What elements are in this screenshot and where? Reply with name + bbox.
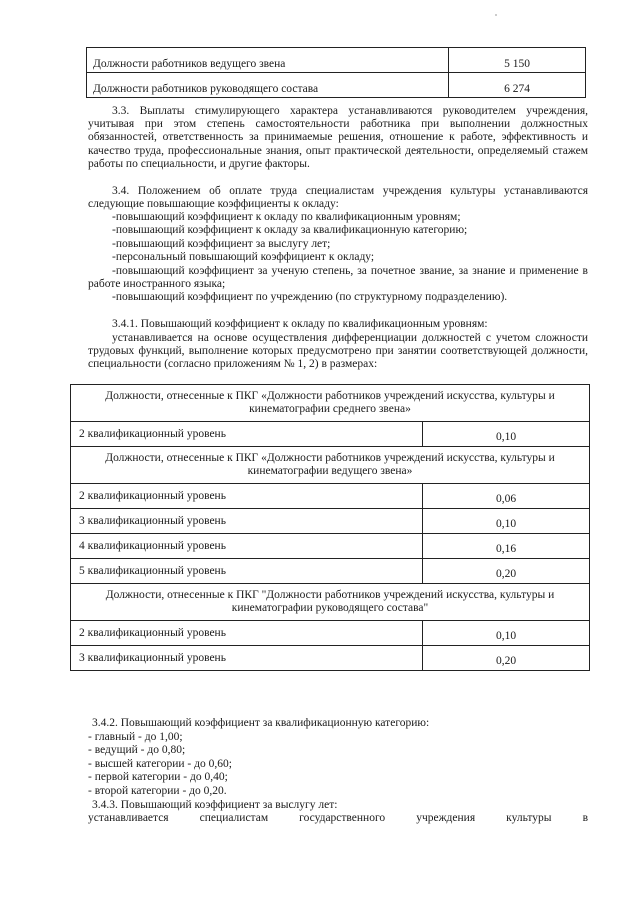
list-item: -персональный повышающий коэффициент к окладу; bbox=[112, 251, 375, 264]
table-group-header-row bbox=[71, 584, 590, 621]
table-row bbox=[71, 422, 590, 447]
table-cell-label: 2 квалификационный уровень bbox=[71, 422, 423, 447]
table-cell-value: 5 150 bbox=[449, 48, 586, 73]
table-cell-value: 6 274 bbox=[449, 73, 586, 98]
coefficient-table bbox=[70, 384, 590, 671]
table-group-header: Должности, отнесенные к ПКГ «Должности работников учреждений искусства, культуры и кинематографии среднего звена» bbox=[71, 385, 590, 422]
table-row bbox=[71, 621, 590, 646]
list-item: - первой категории - до 0,40; bbox=[88, 771, 228, 784]
list-item: -повышающий коэффициент за выслугу лет; bbox=[112, 237, 331, 250]
paragraph-3-4-1-text: устанавливается на основе осуществления дифференциации должностей с учетом сложности трудовых функций, выполнение которых предусмотрено при занятии соответствующей должности, специальности (согласно приложениям № 1, 2) в размерах: bbox=[88, 332, 588, 371]
table-cell-label: 3 квалификационный уровень bbox=[71, 509, 423, 534]
table-cell-value: 0,10 bbox=[423, 509, 590, 534]
table-cell-label: 2 квалификационный уровень bbox=[71, 484, 423, 509]
table-cell-value: 0,06 bbox=[423, 484, 590, 509]
table-group-header: Должности, отнесенные к ПКГ «Должности работников учреждений искусства, культуры и кинематографии ведущего звена» bbox=[71, 447, 590, 484]
word: специалистам bbox=[199, 812, 269, 825]
paragraph-3-4-3-title: 3.4.3. Повышающий коэффициент за выслугу лет: bbox=[92, 798, 338, 811]
table-row bbox=[71, 509, 590, 534]
list-item: - второй категории - до 0,20. bbox=[88, 784, 227, 797]
word: устанавливается bbox=[88, 812, 169, 825]
word: в bbox=[582, 812, 588, 825]
table-cell-value: 0,10 bbox=[423, 422, 590, 447]
word: учреждения bbox=[416, 812, 476, 825]
lower-section bbox=[88, 717, 588, 826]
table-cell-label: Должности работников ведущего звена bbox=[87, 48, 449, 73]
list-item: -повышающий коэффициент к окладу по квалификационным уровням; bbox=[112, 211, 461, 223]
table-row bbox=[71, 484, 590, 509]
table-cell-value: 0,20 bbox=[423, 559, 590, 584]
list-item: -повышающий коэффициент к окладу за квалификационную категорию; bbox=[112, 224, 468, 237]
list-item: - ведущий - до 0,80; bbox=[88, 744, 186, 757]
scan-speck bbox=[495, 14, 497, 16]
table-cell-label: 5 квалификационный уровень bbox=[71, 559, 423, 584]
list-item: -повышающий коэффициент по учреждению (по структурному подразделению). bbox=[112, 291, 508, 304]
table-row bbox=[71, 646, 590, 671]
table-cell-label: 2 квалификационный уровень bbox=[71, 621, 423, 646]
list-item: - высшей категории - до 0,60; bbox=[88, 757, 232, 770]
table-row bbox=[87, 48, 586, 73]
word: государственного bbox=[299, 812, 386, 825]
table-cell-label: Должности работников руководящего состава bbox=[87, 73, 449, 98]
table-row bbox=[71, 559, 590, 584]
word: культуры bbox=[506, 812, 552, 825]
salary-table bbox=[86, 47, 586, 98]
paragraph-3-4: 3.4. Положением об оплате труда специалистам учреждения культуры устанавливаются следующие повышающие коэффициенты к окладу: bbox=[88, 185, 588, 211]
table-group-header: Должности, отнесенные к ПКГ "Должности работников учреждений искусства, культуры и кинематографии руководящего состава" bbox=[71, 584, 590, 621]
list-item: -повышающий коэффициент за ученую степень, за почетное звание, за знание и применение в работе иностранного языка; bbox=[88, 264, 588, 291]
table-cell-value: 0,10 bbox=[423, 621, 590, 646]
list-item: - главный - до 1,00; bbox=[88, 730, 183, 743]
paragraph-3-4-2-title: 3.4.2. Повышающий коэффициент за квалификационную категорию: bbox=[92, 717, 430, 729]
table-cell-label: 3 квалификационный уровень bbox=[71, 646, 423, 671]
paragraph-3-4-3-text bbox=[88, 812, 588, 826]
table-row bbox=[71, 534, 590, 559]
paragraph-3-4-1-title: 3.4.1. Повышающий коэффициент к окладу по квалификационным уровням: bbox=[112, 318, 488, 330]
table-cell-label: 4 квалификационный уровень bbox=[71, 534, 423, 559]
table-row bbox=[87, 73, 586, 98]
table-group-header-row bbox=[71, 385, 590, 422]
paragraph-3-3: 3.3. Выплаты стимулирующего характера устанавливаются руководителем учреждения, учитывая при этом степень самостоятельности работника при выполнении должностных обязанностей, ответственность за принимаемые решения, отношение к работе, эффективность и качество труда, профессиональные знания, опыт практической деятельности, определяемый стажем работы по специальности, и другие факторы. bbox=[88, 105, 588, 170]
coefficient-list bbox=[88, 211, 588, 305]
table-cell-value: 0,20 bbox=[423, 646, 590, 671]
table-cell-value: 0,16 bbox=[423, 534, 590, 559]
table-group-header-row bbox=[71, 447, 590, 484]
